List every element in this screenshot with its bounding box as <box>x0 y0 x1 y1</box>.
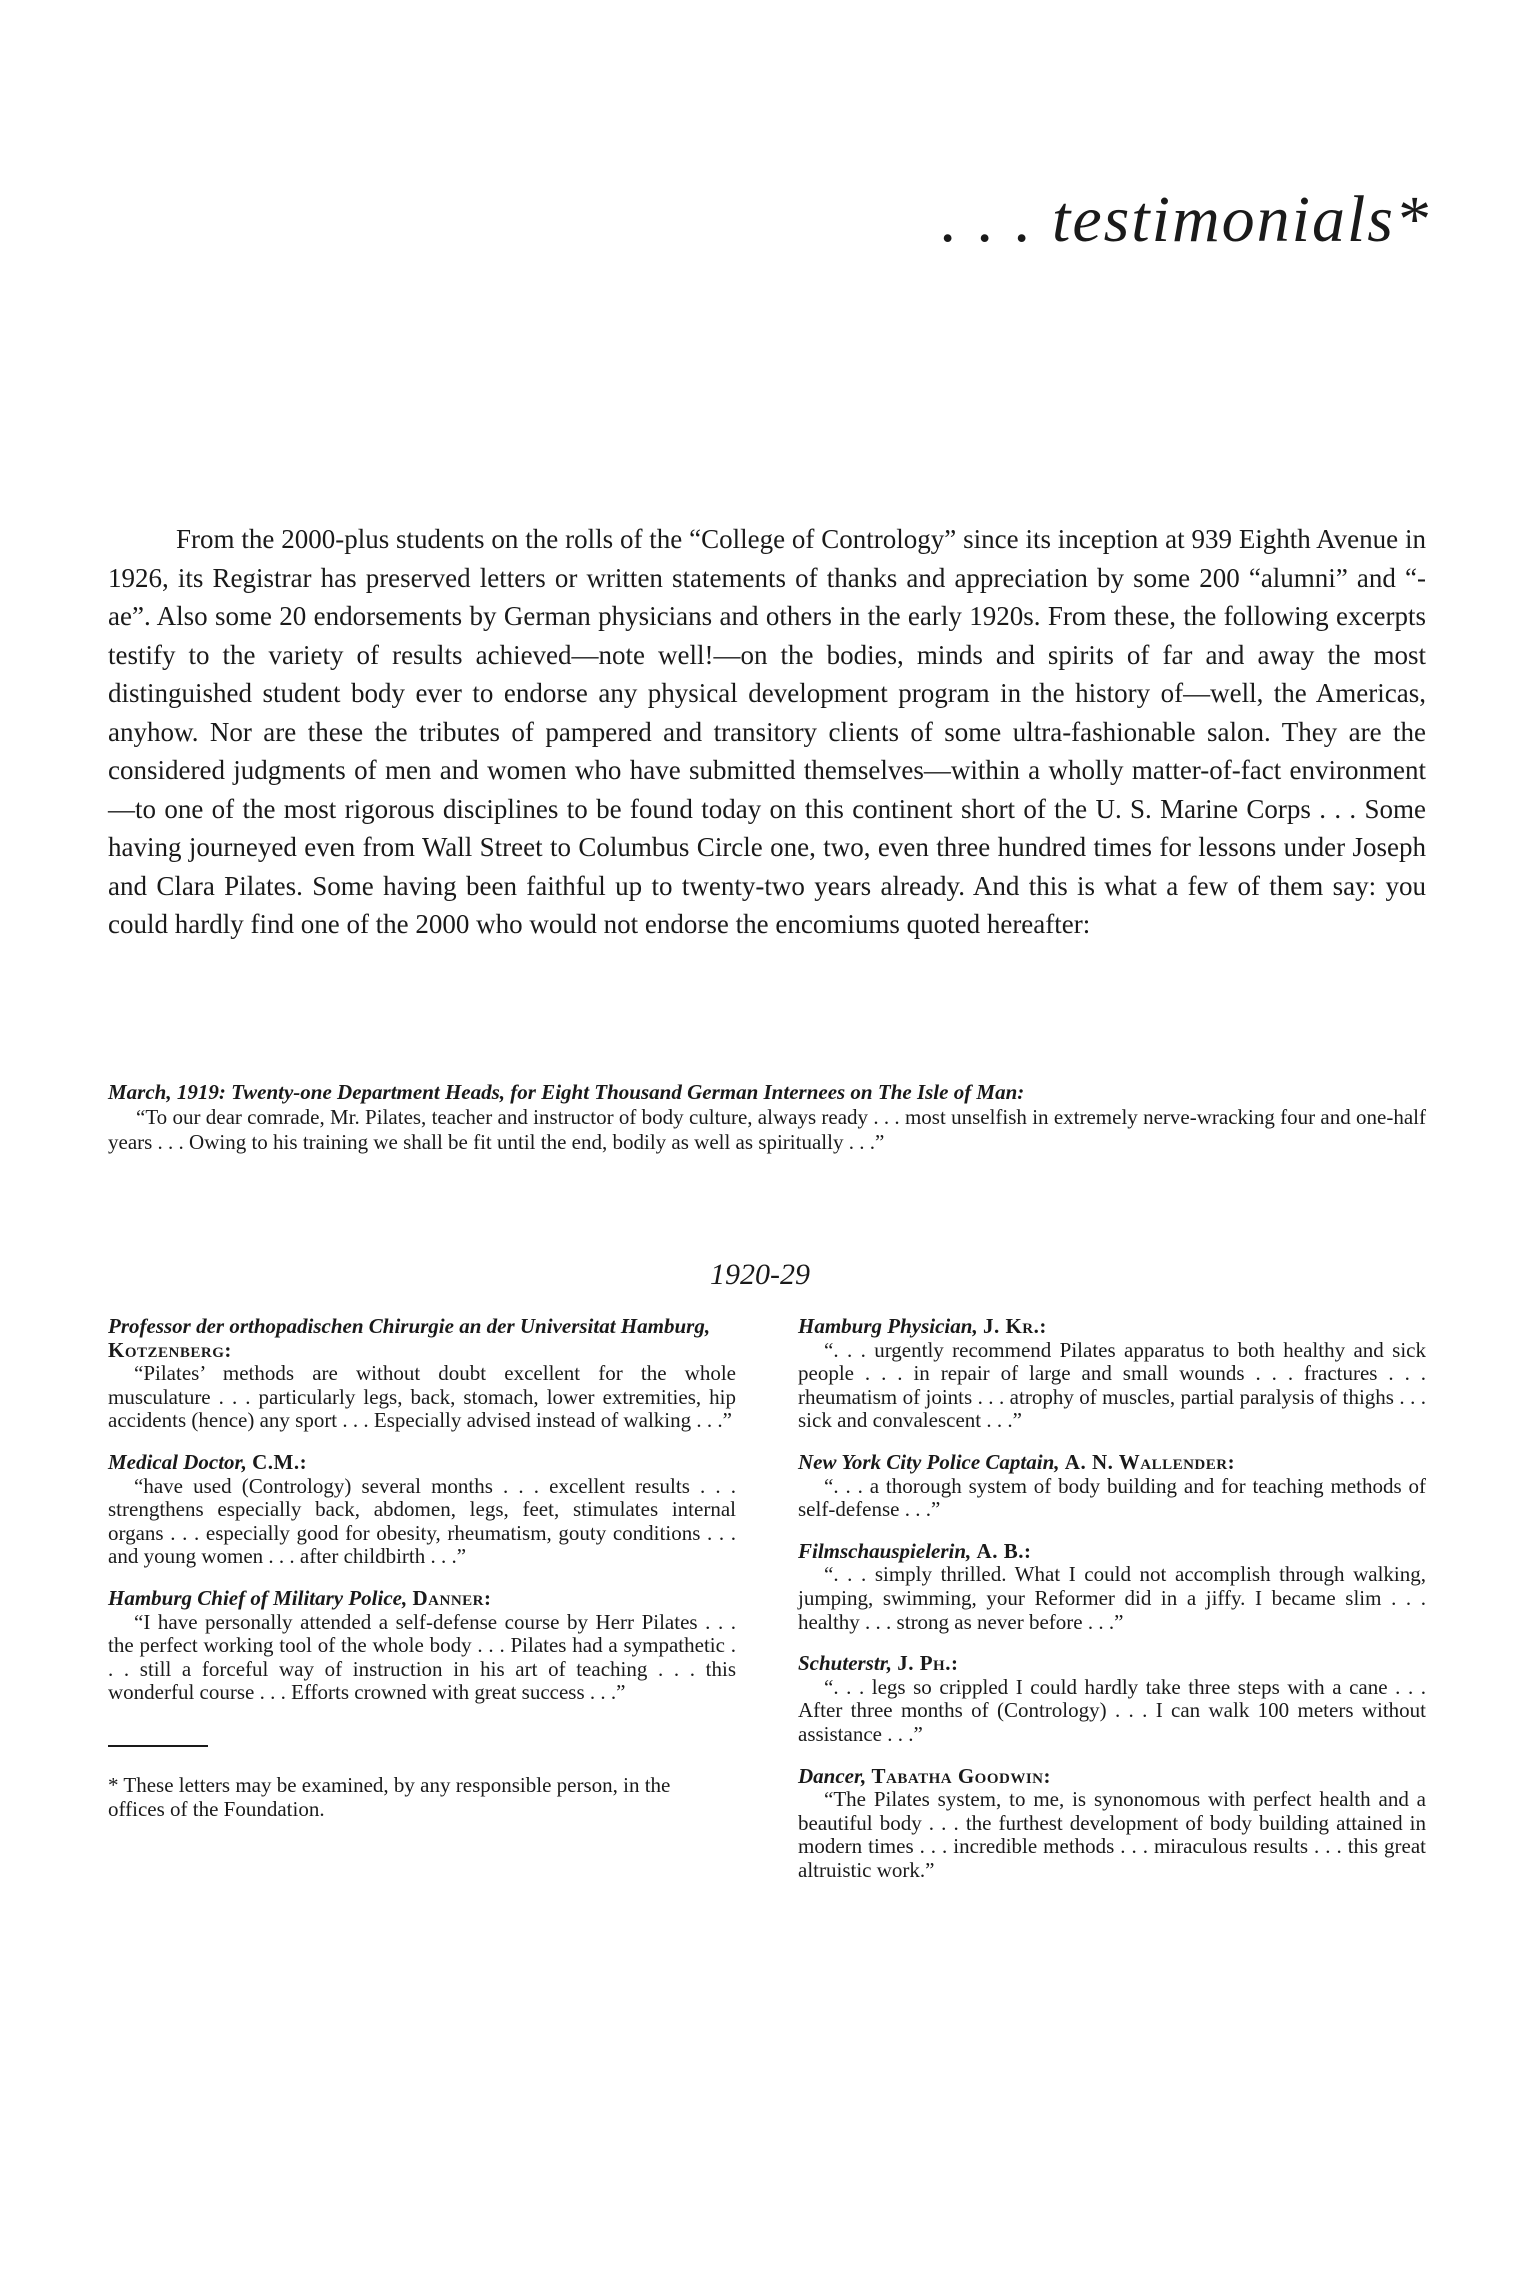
testimonial-heading <box>798 1540 1426 1564</box>
testimonial-source: Medical Doctor, <box>108 1449 247 1474</box>
testimonial-entry <box>798 1652 1426 1746</box>
testimonial-entry <box>108 1451 736 1569</box>
testimonial-author: Kotzenberg: <box>108 1337 232 1362</box>
testimonial-quote: “. . . urgently recommend Pilates apparatus to both healthy and sick people . . . in repair of large and small wounds . . . fractures . . . rheumatism of joints . . . atrophy of muscles, partial paralysis of thighs . . . sick and convalescent . . .” <box>798 1337 1426 1433</box>
testimonial-quote: “have used (Contrology) several months . . . excellent results . . . strengthens especially back, abdomen, legs, feet, stimulates internal organs . . . especially good for obesity, rheumatism, gouty conditions . . . and young women . . . after childbirth . . .” <box>108 1473 736 1569</box>
testimonial-entry <box>108 1587 736 1705</box>
testimonial-heading <box>108 1587 736 1611</box>
testimonial-quote: “I have personally attended a self-defense course by Herr Pilates . . . the perfect working tool of the whole body . . . Pilates had a sympathetic . . . still a forceful way of instruction in his art of teaching . . . this wonderful course . . . Efforts crowned with great success . . .” <box>108 1609 736 1705</box>
testimonial-heading: March, 1919: Twenty-one Department Heads, for Eight Thousand German Internees on The Isle of Man: <box>108 1080 1025 1104</box>
decade-heading: 1920-29 <box>710 1258 810 1291</box>
testimonial-quote: “. . . simply thrilled. What I could not accomplish through walking, jumping, swimming, your Reformer did in a jiffy. I became slim . . . healthy . . . strong as never before . . .” <box>798 1562 1426 1634</box>
testimonial-entry <box>108 1315 736 1433</box>
intro-paragraph: From the 2000-plus students on the rolls of the “College of Contrology” since its inception at 939 Eighth Avenue in 1926, its Registrar has preserved letters or written statements of thanks and appreciation by some 200 “alumni” and “-ae”. Also some 20 endorsements by German physicians and others in the early 1920s. From these, the following excerpts testify to the variety of results achieved—note well!—on the bodies, minds and spirits of far and away the most distinguished student body ever to endorse any physical development program in the history of—well, the Americas, anyhow. Nor are these the tributes of pampered and transitory clients of some ultra-fashionable salon. They are the considered judgments of men and women who have submitted themselves—within a wholly matter-of-fact environment—to one of the most rigorous disciplines to be found today on this continent short of the U. S. Marine Corps . . . Some having journeyed even from Wall Street to Columbus Circle one, two, even three hundred times for lessons under Joseph and Clara Pilates. Some having been faithful up to twenty-two years already. And this is what a few of them say: you could hardly find one of the 2000 who would not endorse the encomiums quoted hereafter: <box>108 524 1426 939</box>
testimonial-heading <box>108 1315 736 1362</box>
testimonial-heading <box>108 1451 736 1475</box>
right-column <box>798 1315 1426 1900</box>
testimonial-source: Hamburg Chief of Military Police, <box>108 1585 408 1610</box>
footnote-divider <box>108 1745 208 1747</box>
testimonial-quote: “The Pilates system, to me, is synonomous with perfect health and a beautiful body . . . the furthest development of body building attained in modern times . . . incredible methods . . . miraculous results . . . this great altruistic work.” <box>798 1787 1426 1882</box>
testimonial-quote: “Pilates’ methods are without doubt excellent for the whole musculature . . . particularly legs, back, stomach, lower extremities, hip accidents (hence) any sport . . . Especially advised instead of walking . . .” <box>108 1361 736 1433</box>
testimonial-quote: “. . . a thorough system of body building and for teaching methods of self-defense . . .” <box>798 1473 1426 1522</box>
footnote: * These letters may be examined, by any responsible person, in the offices of the Foundation. <box>108 1772 671 1821</box>
testimonial-quote: “To our dear comrade, Mr. Pilates, teacher and instructor of body culture, always ready . . . most unselfish in extremely nerve-wracking four and one-half years . . . Owing to his training we shall be fit until the end, bodily as well as spiritually . . .” <box>108 1105 1426 1154</box>
testimonial-author: A. B.: <box>976 1538 1032 1563</box>
testimonial-author: Danner: <box>412 1585 492 1610</box>
testimonial-heading <box>798 1451 1426 1475</box>
testimonial-source: Schuterstr, <box>798 1651 892 1676</box>
department-heads-testimonial <box>108 1080 1426 1155</box>
testimonial-entry <box>798 1540 1426 1634</box>
testimonial-heading <box>798 1652 1426 1676</box>
testimonial-source: New York City Police Captain, <box>798 1449 1060 1474</box>
testimonial-quote: “. . . legs so crippled I could hardly take three steps with a cane . . . After three months of (Contrology) . . . I can walk 100 meters without assistance . . .” <box>798 1674 1426 1746</box>
testimonial-source: Dancer, <box>798 1763 867 1788</box>
testimonial-source: Professor der orthopadischen Chirurgie an der Universitat Hamburg, <box>108 1314 711 1338</box>
testimonial-author: J. Kr.: <box>982 1314 1047 1338</box>
testimonial-heading <box>798 1765 1426 1789</box>
testimonial-entry <box>798 1315 1426 1433</box>
testimonial-source: Hamburg Physician, <box>798 1314 978 1338</box>
testimonial-author: C.M.: <box>252 1449 308 1474</box>
testimonial-author: J. Ph.: <box>897 1651 959 1676</box>
testimonial-author: A. N. Wallender: <box>1064 1449 1236 1474</box>
testimonial-source: Filmschauspielerin, <box>798 1538 972 1563</box>
testimonial-entry <box>798 1765 1426 1883</box>
left-column <box>108 1315 736 1821</box>
testimonial-author: Tabatha Goodwin: <box>871 1763 1051 1788</box>
page-title: . . . testimonials* <box>940 183 1430 256</box>
testimonial-heading <box>798 1315 1426 1339</box>
testimonial-entry <box>798 1451 1426 1522</box>
